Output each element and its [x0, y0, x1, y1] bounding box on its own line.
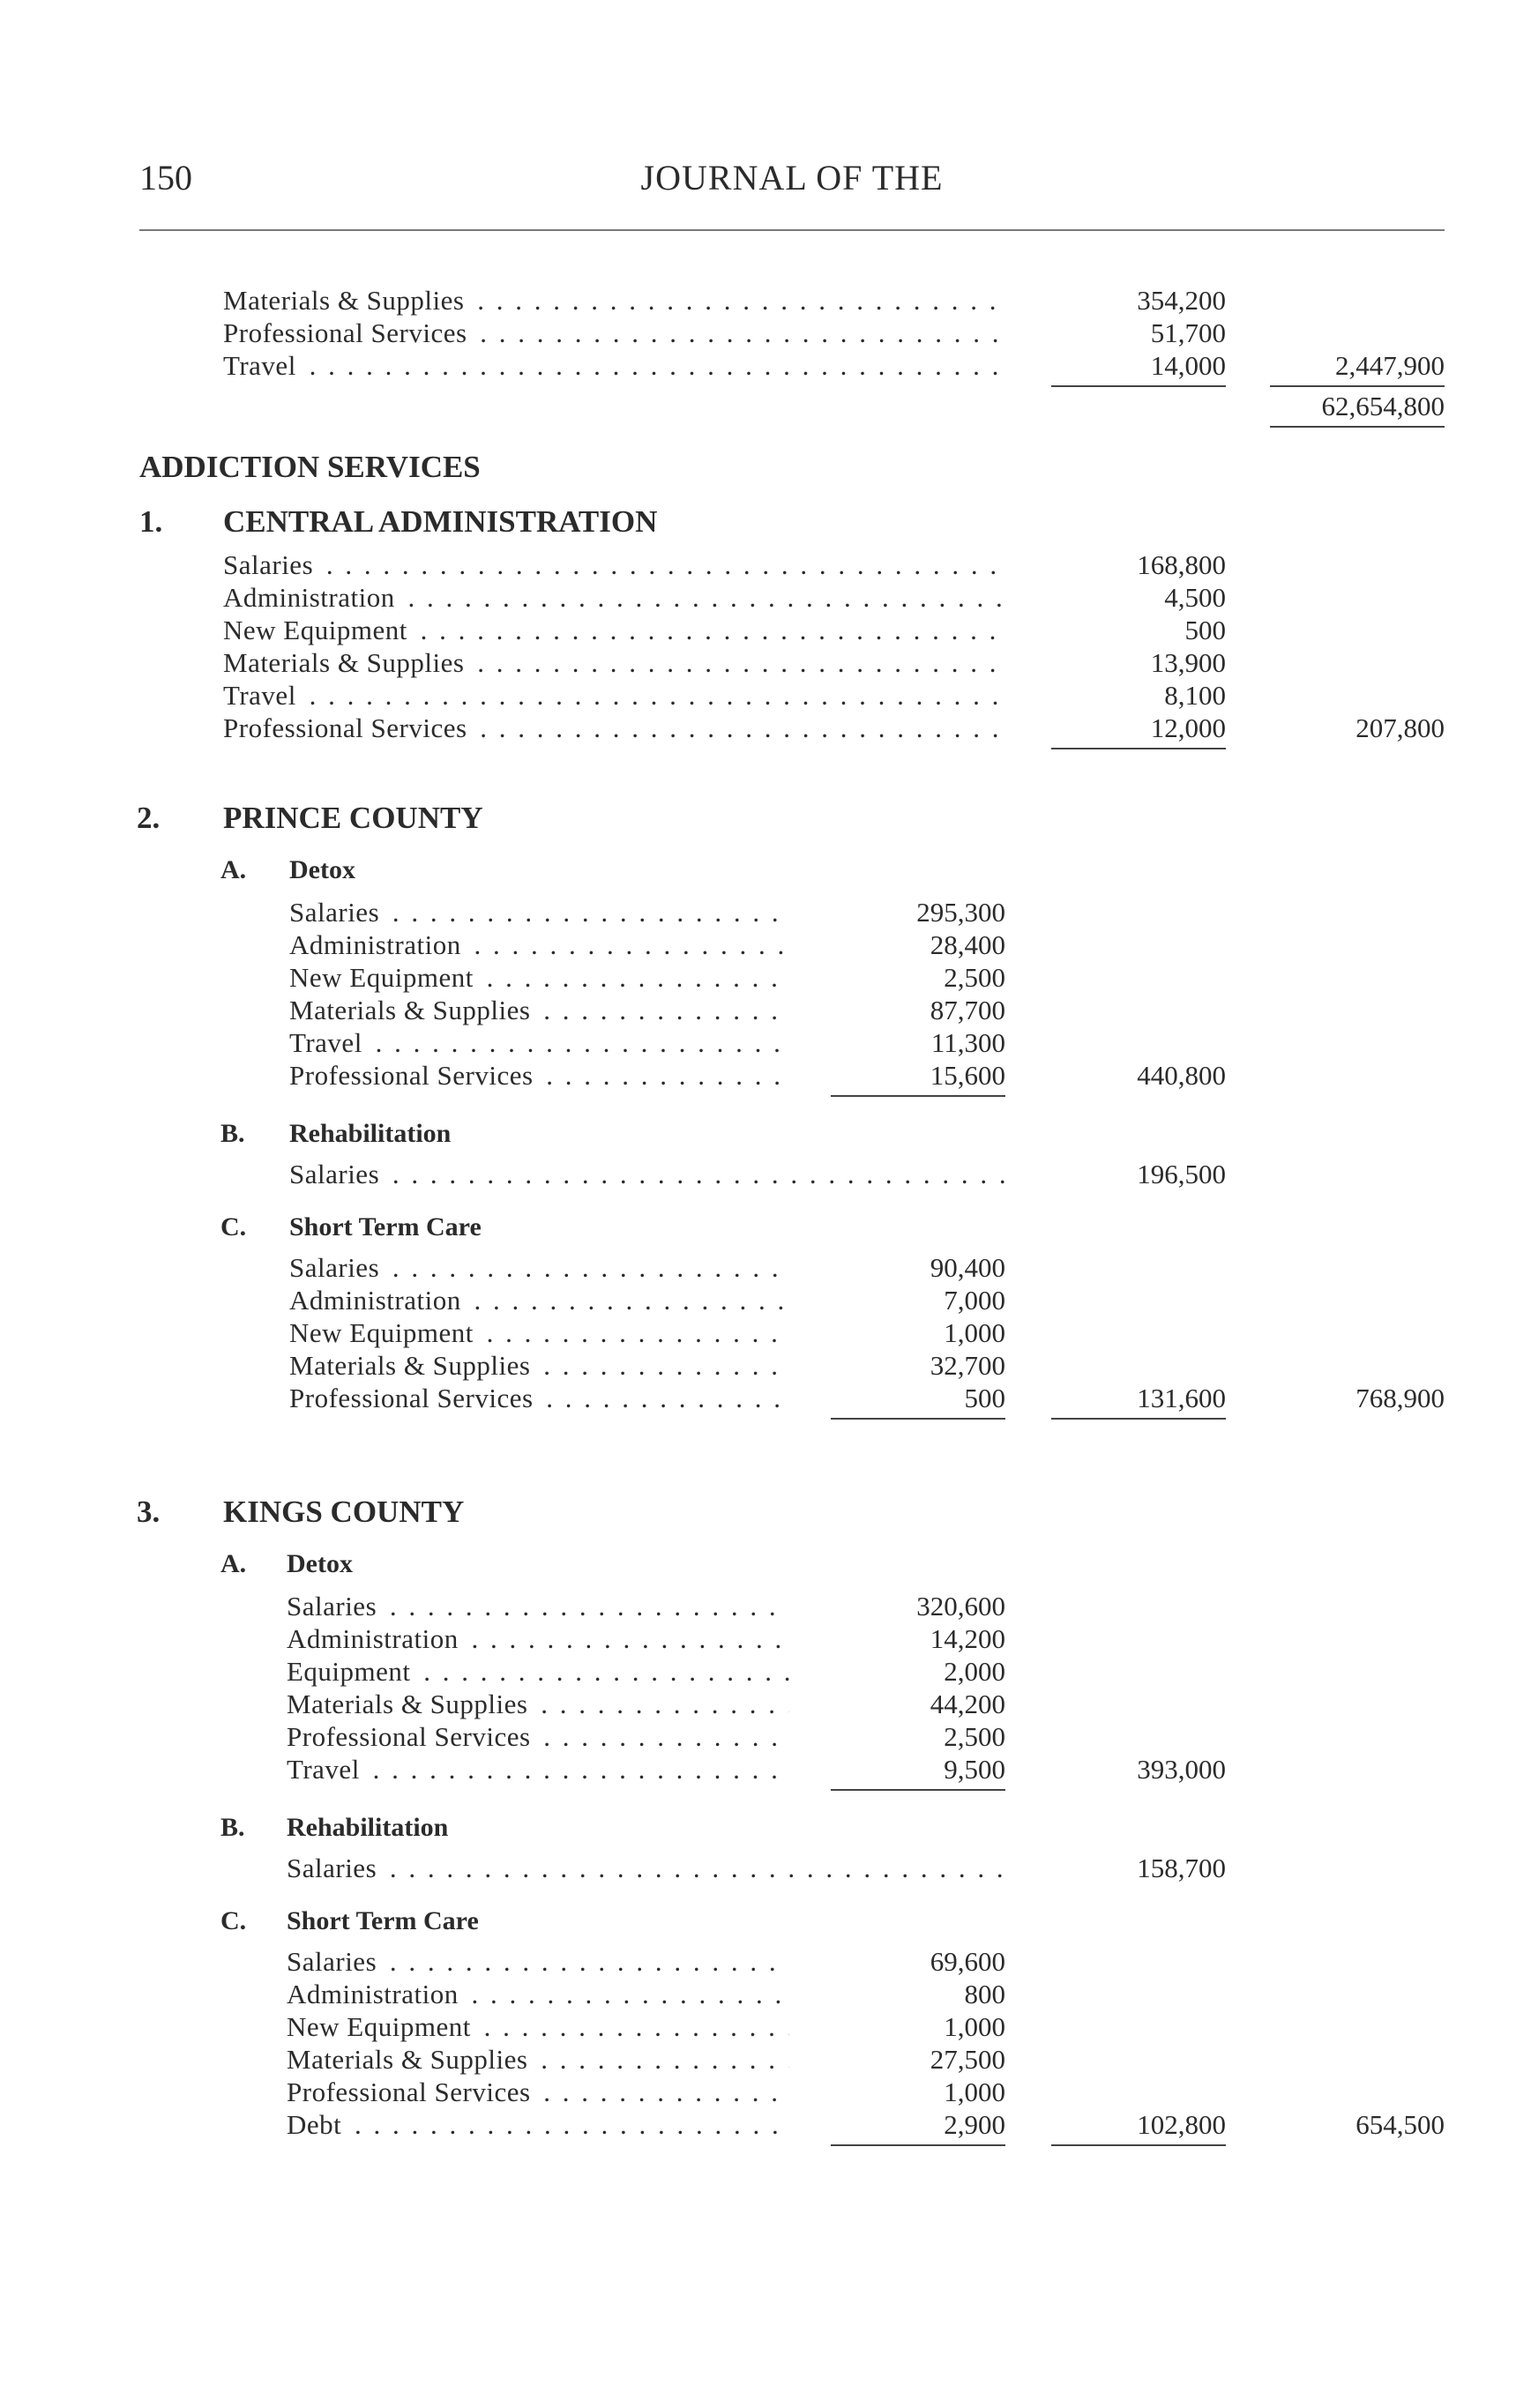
page-number: 150 — [139, 158, 192, 198]
leader-row — [287, 1622, 789, 1656]
subsection-letter: C. — [220, 1906, 247, 1935]
line-item-label: Administration — [223, 582, 399, 613]
subsection-letter: B. — [220, 1119, 245, 1148]
line-item-label: Materials & Supplies — [223, 647, 467, 678]
line-item-amount: 90,400 — [930, 1252, 1005, 1283]
line-item-amount: 500 — [1184, 615, 1226, 645]
line-item-amount: 295,300 — [916, 897, 1005, 928]
line-item-label: New Equipment — [289, 962, 477, 993]
leader-row — [223, 646, 1007, 680]
line-item-amount: 196,500 — [1137, 1159, 1226, 1189]
line-item-label: Salaries — [287, 1591, 380, 1621]
leader-row — [287, 2108, 789, 2142]
leader-row — [287, 1945, 789, 1979]
leader-row — [289, 994, 789, 1027]
line-item-amount: 168,800 — [1137, 549, 1226, 580]
leader-row — [289, 1026, 789, 1060]
total-rule — [1051, 385, 1226, 387]
line-item-amount: 354,200 — [1137, 285, 1226, 316]
line-item-label: Materials & Supplies — [223, 285, 467, 316]
subsection-title-rehabilitation: Rehabilitation — [289, 1119, 452, 1148]
subsection-letter: C. — [220, 1212, 247, 1241]
line-item-label: Salaries — [289, 897, 383, 928]
leader-row — [287, 1590, 789, 1623]
line-item-label: Salaries — [287, 1946, 380, 1977]
grand-total-amount: 62,654,800 — [1321, 391, 1445, 421]
line-item-amount: 2,500 — [944, 1721, 1005, 1752]
section-title-central-administration: CENTRAL ADMINISTRATION — [223, 504, 658, 539]
page-header — [139, 157, 1445, 210]
leader-row — [223, 317, 1007, 350]
line-item-label: Professional Services — [223, 317, 471, 348]
total-rule — [1270, 426, 1445, 428]
leader-row — [287, 1978, 789, 2011]
line-item-label: Debt — [287, 2109, 345, 2140]
subtotal-amount: 2,447,900 — [1335, 350, 1445, 381]
section-number: 3. — [137, 1495, 161, 1529]
leader-row — [289, 896, 789, 929]
subsection-subtotal-amount: 393,000 — [1137, 1754, 1226, 1785]
county-total-amount: 768,900 — [1355, 1383, 1445, 1413]
total-rule — [831, 1789, 1005, 1791]
section-title-prince-county: PRINCE COUNTY — [223, 801, 483, 835]
line-item-label: Professional Services — [287, 1721, 534, 1752]
leader-row — [289, 1316, 789, 1350]
line-item-label: Materials & Supplies — [289, 1350, 534, 1381]
line-item-amount: 11,300 — [930, 1027, 1005, 1058]
leader-row — [223, 284, 1007, 317]
line-item-amount: 9,500 — [944, 1754, 1005, 1785]
line-item-amount: 27,500 — [930, 2044, 1005, 2075]
leader-row — [289, 1059, 789, 1092]
section-title-kings-county: KINGS COUNTY — [223, 1495, 465, 1529]
subsection-title-short-term-care: Short Term Care — [287, 1906, 479, 1935]
line-item-label: Travel — [289, 1027, 366, 1058]
total-rule — [831, 1095, 1005, 1097]
line-item-amount: 1,000 — [944, 2076, 1005, 2107]
line-item-label: New Equipment — [289, 1317, 477, 1348]
line-item-amount: 44,200 — [930, 1689, 1005, 1719]
leader-row — [289, 1251, 789, 1285]
line-item-label: Professional Services — [289, 1060, 537, 1091]
line-item-label: Administration — [289, 1285, 465, 1316]
leader-row — [287, 2010, 789, 2044]
line-item-amount: 1,000 — [944, 2011, 1005, 2042]
subsection-title-detox: Detox — [287, 1549, 353, 1578]
subsection-subtotal-amount: 102,800 — [1137, 2109, 1226, 2140]
leader-row — [287, 1753, 789, 1786]
leader-row — [223, 614, 1007, 647]
line-item-amount: 320,600 — [916, 1591, 1005, 1621]
leader-row — [223, 548, 1007, 582]
line-item-label: Travel — [287, 1754, 363, 1785]
leader-row — [287, 1655, 789, 1689]
leader-row — [287, 1688, 789, 1721]
line-item-amount: 13,900 — [1150, 647, 1226, 678]
line-item-label: Professional Services — [289, 1383, 537, 1413]
leader-row — [289, 1158, 1007, 1191]
line-item-amount: 158,700 — [1137, 1853, 1226, 1883]
line-item-amount: 28,400 — [930, 929, 1005, 960]
header-rule — [139, 229, 1445, 231]
line-item-amount: 12,000 — [1150, 712, 1226, 743]
leader-row — [223, 679, 1007, 712]
subsection-title-detox: Detox — [289, 855, 355, 884]
subsection-letter: A. — [220, 855, 247, 884]
line-item-label: Materials & Supplies — [287, 1689, 531, 1719]
subsection-letter: A. — [220, 1549, 247, 1578]
line-item-amount: 2,500 — [944, 962, 1005, 993]
line-item-amount: 2,000 — [944, 1656, 1005, 1687]
line-item-label: New Equipment — [223, 615, 411, 645]
leader-row — [223, 581, 1007, 615]
leader-row — [289, 928, 789, 962]
line-item-amount: 8,100 — [1164, 680, 1226, 711]
total-rule — [831, 1418, 1005, 1420]
leader-row — [223, 712, 1007, 745]
total-rule — [1051, 2144, 1226, 2146]
line-item-amount: 2,900 — [944, 2109, 1005, 2140]
subsection-title-rehabilitation: Rehabilitation — [287, 1813, 449, 1842]
leader-row — [287, 1852, 1007, 1885]
leader-row — [287, 2076, 789, 2109]
line-item-amount: 14,000 — [1150, 350, 1226, 381]
total-rule — [1051, 748, 1226, 749]
leader-row — [287, 1720, 789, 1754]
line-item-label: Professional Services — [223, 712, 471, 743]
leader-row — [223, 349, 1007, 383]
leader-row — [287, 2043, 789, 2076]
leader-row — [289, 1349, 789, 1383]
line-item-amount: 4,500 — [1164, 582, 1226, 613]
line-item-amount: 500 — [964, 1383, 1005, 1413]
line-item-amount: 15,600 — [930, 1060, 1005, 1091]
line-item-label: Salaries — [287, 1853, 380, 1883]
line-item-amount: 87,700 — [930, 995, 1005, 1025]
line-item-label: Administration — [289, 929, 465, 960]
line-item-amount: 69,600 — [930, 1946, 1005, 1977]
total-rule — [1270, 385, 1445, 387]
line-item-label: Administration — [287, 1623, 462, 1654]
line-item-amount: 1,000 — [944, 1317, 1005, 1348]
line-item-label: Travel — [223, 350, 300, 381]
line-item-amount: 32,700 — [930, 1350, 1005, 1381]
line-item-amount: 7,000 — [944, 1285, 1005, 1316]
line-item-label: New Equipment — [287, 2011, 474, 2042]
line-item-amount: 14,200 — [930, 1623, 1005, 1654]
running-head: JOURNAL OF THE — [640, 158, 944, 198]
subsection-title-short-term-care: Short Term Care — [289, 1212, 482, 1241]
line-item-label: Travel — [223, 680, 300, 711]
line-item-label: Equipment — [287, 1656, 414, 1687]
total-rule — [1051, 1418, 1226, 1420]
line-item-amount: 800 — [964, 1979, 1005, 2009]
line-item-label: Salaries — [289, 1159, 383, 1189]
subsection-subtotal-amount: 440,800 — [1137, 1060, 1226, 1091]
line-item-label: Salaries — [289, 1252, 383, 1283]
section-total-amount: 207,800 — [1355, 712, 1445, 743]
leader-row — [289, 961, 789, 995]
subsection-subtotal-amount: 131,600 — [1137, 1383, 1226, 1413]
line-item-label: Administration — [287, 1979, 462, 2009]
line-item-label: Salaries — [223, 549, 317, 580]
total-rule — [831, 2144, 1005, 2146]
section-title-addiction-services: ADDICTION SERVICES — [139, 450, 481, 484]
line-item-label: Materials & Supplies — [287, 2044, 531, 2075]
section-number: 1. — [139, 504, 163, 539]
leader-row — [289, 1284, 789, 1317]
county-total-amount: 654,500 — [1355, 2109, 1445, 2140]
line-item-label: Materials & Supplies — [289, 995, 534, 1025]
line-item-label: Professional Services — [287, 2076, 534, 2107]
section-number: 2. — [137, 801, 161, 835]
subsection-letter: B. — [220, 1813, 245, 1842]
line-item-amount: 51,700 — [1150, 317, 1226, 348]
leader-row — [289, 1382, 789, 1415]
